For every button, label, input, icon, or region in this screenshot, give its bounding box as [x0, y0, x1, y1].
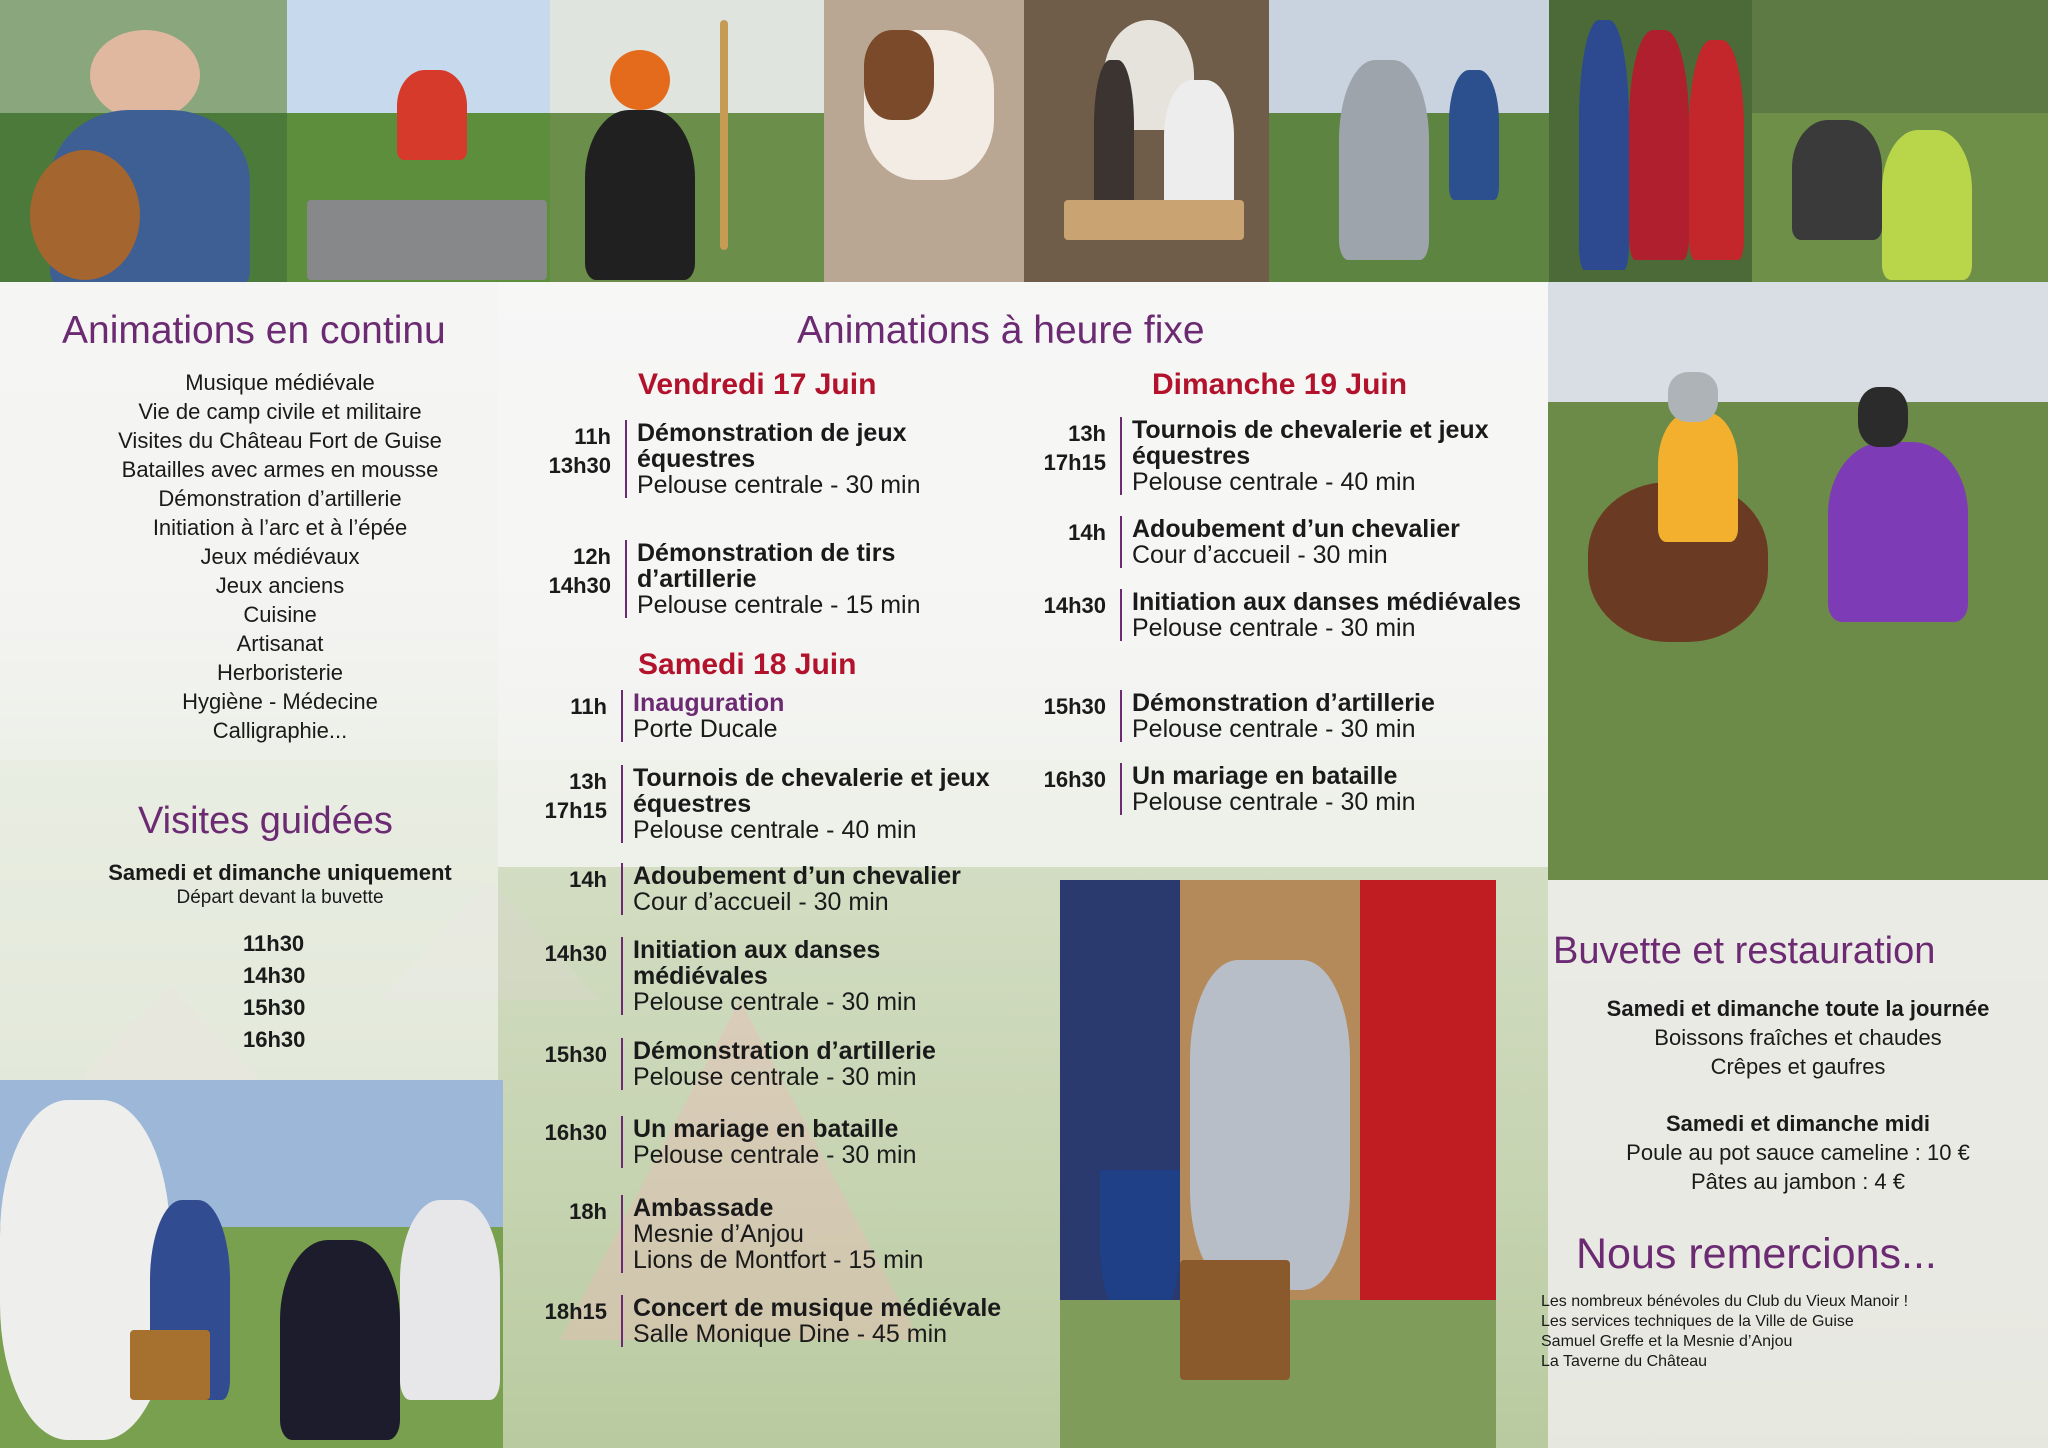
event-body — [621, 863, 1021, 915]
event-body — [625, 420, 955, 498]
food-price-line: Pâtes au jambon : 4 € — [1690, 1169, 1906, 1194]
event-place: Pelouse centrale - 30 min — [633, 988, 917, 1016]
event-title: Tournois de chevalerie et jeux équestres — [1132, 416, 1489, 470]
event-time: 16h30 — [1043, 767, 1106, 792]
event-place: Pelouse centrale - 30 min — [1132, 788, 1416, 816]
event-time: 13h 17h15 — [544, 769, 607, 823]
event-place: Pelouse centrale - 30 min — [637, 471, 921, 499]
time-slot: 15h30 — [243, 995, 306, 1020]
event-title: Démonstration d’artillerie — [1132, 689, 1435, 717]
event-body — [1120, 516, 1530, 568]
event-item — [1043, 588, 1530, 642]
event-item — [544, 764, 1021, 844]
event-title: Adoubement d’un chevalier — [1132, 515, 1460, 543]
photo-pony — [824, 0, 1024, 282]
photo-costumed-people — [1549, 0, 1752, 282]
event-item — [544, 936, 1021, 1016]
event-title: Démonstration d’artillerie — [633, 1037, 936, 1065]
guided-times — [243, 928, 305, 1056]
guided-note: Samedi et dimanche uniquement — [108, 860, 452, 885]
list-item: Batailles avec armes en mousse — [121, 457, 439, 482]
photo-musician — [0, 0, 287, 282]
event-item — [569, 862, 1021, 916]
event-time: 14h — [1068, 520, 1106, 545]
event-item — [1043, 689, 1530, 743]
event-body — [621, 765, 1021, 843]
event-body — [1120, 763, 1530, 815]
time-slot: 11h30 — [243, 931, 305, 956]
event-time: 18h15 — [544, 1299, 607, 1324]
photo-archer — [550, 0, 824, 282]
food-block1-line: Crêpes et gaufres — [1710, 1054, 1886, 1079]
list-item: Initiation à l’arc et à l’épée — [152, 515, 408, 540]
continuous-title: Animations en continu — [62, 309, 446, 352]
photo-children-games — [1752, 0, 2048, 282]
food-block2-head: Samedi et dimanche midi — [1665, 1111, 1931, 1136]
list-item: Artisanat — [236, 631, 324, 656]
food-price-line: Poule au pot sauce cameline : 10 € — [1626, 1140, 1970, 1165]
event-body — [621, 690, 1021, 742]
event-place: Pelouse centrale - 30 min — [1132, 614, 1416, 642]
event-place: Pelouse centrale - 15 min — [637, 591, 921, 619]
event-place: Cour d’accueil - 30 min — [1132, 541, 1388, 569]
thanks-line: Les nombreux bénévoles du Club du Vieux Manoir ! — [1541, 1293, 1909, 1310]
event-time: 12h 14h30 — [548, 544, 611, 598]
list-item: Vie de camp civile et militaire — [138, 399, 422, 424]
list-item: Herboristerie — [217, 660, 343, 685]
event-place: Cour d’accueil - 30 min — [633, 888, 889, 916]
event-body — [1120, 690, 1530, 742]
event-time: 16h30 — [544, 1120, 607, 1145]
thanks-list — [1541, 1292, 1908, 1372]
event-time: 14h — [569, 867, 607, 892]
event-title: Un mariage en bataille — [633, 1115, 899, 1143]
event-item — [570, 689, 1021, 743]
event-title: Un mariage en bataille — [1132, 762, 1398, 790]
event-item — [548, 419, 955, 499]
fixed-title: Animations à heure fixe — [797, 309, 1205, 352]
event-body — [621, 1295, 1021, 1347]
food-block1-line: Boissons fraîches et chaudes — [1654, 1025, 1942, 1050]
event-title: Ambassade — [633, 1194, 774, 1222]
photo-castle-game — [1024, 0, 1269, 282]
event-place: Pelouse centrale - 40 min — [633, 816, 917, 844]
photo-joust-field — [287, 0, 550, 282]
event-item — [544, 1037, 1021, 1091]
event-time: 13h 17h15 — [1043, 421, 1106, 475]
guided-title: Visites guidées — [138, 800, 393, 842]
guided-departure: Départ devant la buvette — [176, 887, 384, 908]
photo-mounted-knights — [1548, 282, 2048, 880]
event-body — [621, 1038, 1021, 1090]
event-time: 11h — [570, 694, 607, 719]
event-item — [548, 539, 955, 619]
guided-info — [0, 858, 560, 909]
thanks-title: Nous remercions... — [1576, 1230, 1937, 1278]
event-body — [621, 1195, 1021, 1273]
list-item: Musique médiévale — [185, 370, 375, 395]
continuous-list — [0, 368, 560, 745]
event-body — [1120, 589, 1530, 641]
list-item: Visites du Château Fort de Guise — [118, 428, 442, 453]
event-item — [544, 1115, 1021, 1169]
food-info — [1548, 994, 2048, 1196]
thanks-line: Les services techniques de la Ville de Guise — [1541, 1313, 1854, 1330]
event-time: 15h30 — [544, 1042, 607, 1067]
thanks-line: La Taverne du Château — [1541, 1353, 1708, 1370]
event-item — [1043, 416, 1530, 496]
event-body — [1120, 417, 1530, 495]
food-title: Buvette et restauration — [1553, 930, 1936, 972]
event-title: Initiation aux danses médiévales — [1132, 588, 1522, 616]
event-place: Pelouse centrale - 30 min — [633, 1063, 917, 1091]
event-title: Inauguration — [633, 689, 785, 717]
list-item: Hygiène - Médecine — [182, 689, 378, 714]
event-body — [625, 540, 955, 618]
list-item: Calligraphie... — [212, 718, 348, 743]
event-place: Pelouse centrale - 40 min — [1132, 468, 1416, 496]
spacer — [1548, 1081, 2048, 1109]
event-time: 18h — [569, 1199, 607, 1224]
photo-armour-display — [1060, 880, 1496, 1448]
event-time: 15h30 — [1043, 694, 1106, 719]
photo-knights-walking — [1269, 0, 1549, 282]
event-title: Concert de musique médiévale — [633, 1294, 1002, 1322]
event-title: Démonstration de tirs d’artillerie — [637, 539, 896, 593]
event-place: Salle Monique Dine - 45 min — [633, 1320, 948, 1348]
event-title: Initiation aux danses médiévales — [633, 936, 881, 990]
event-title: Tournois de chevalerie et jeux équestres — [633, 764, 990, 818]
event-place: Mesnie d’Anjou Lions de Montfort - 15 min — [633, 1220, 924, 1274]
day-heading-friday: Vendredi 17 Juin — [638, 368, 877, 401]
event-place: Pelouse centrale - 30 min — [1132, 715, 1416, 743]
food-block1-head: Samedi et dimanche toute la journée — [1606, 996, 1990, 1021]
event-item — [1068, 515, 1530, 569]
time-slot: 16h30 — [243, 1027, 306, 1052]
event-time: 14h30 — [544, 941, 607, 966]
event-place: Porte Ducale — [633, 715, 778, 743]
event-time: 14h30 — [1043, 593, 1106, 618]
list-item: Jeux anciens — [215, 573, 345, 598]
event-title: Adoubement d’un chevalier — [633, 862, 961, 890]
event-title: Démonstration de jeux équestres — [637, 419, 907, 473]
event-body — [621, 937, 1021, 1015]
day-heading-saturday: Samedi 18 Juin — [638, 648, 857, 681]
event-place: Pelouse centrale - 30 min — [633, 1141, 917, 1169]
list-item: Démonstration d’artillerie — [158, 486, 402, 511]
list-item: Cuisine — [243, 602, 317, 627]
time-slot: 14h30 — [243, 963, 306, 988]
list-item: Jeux médiévaux — [200, 544, 360, 569]
thanks-line: Samuel Greffe et la Mesnie d’Anjou — [1541, 1333, 1793, 1350]
event-item — [1043, 762, 1530, 816]
event-item — [544, 1294, 1021, 1348]
photo-horse-and-chest — [0, 1080, 503, 1448]
event-time: 11h 13h30 — [548, 424, 611, 478]
event-item — [569, 1194, 1021, 1274]
day-heading-sunday: Dimanche 19 Juin — [1152, 368, 1408, 401]
event-body — [621, 1116, 1021, 1168]
